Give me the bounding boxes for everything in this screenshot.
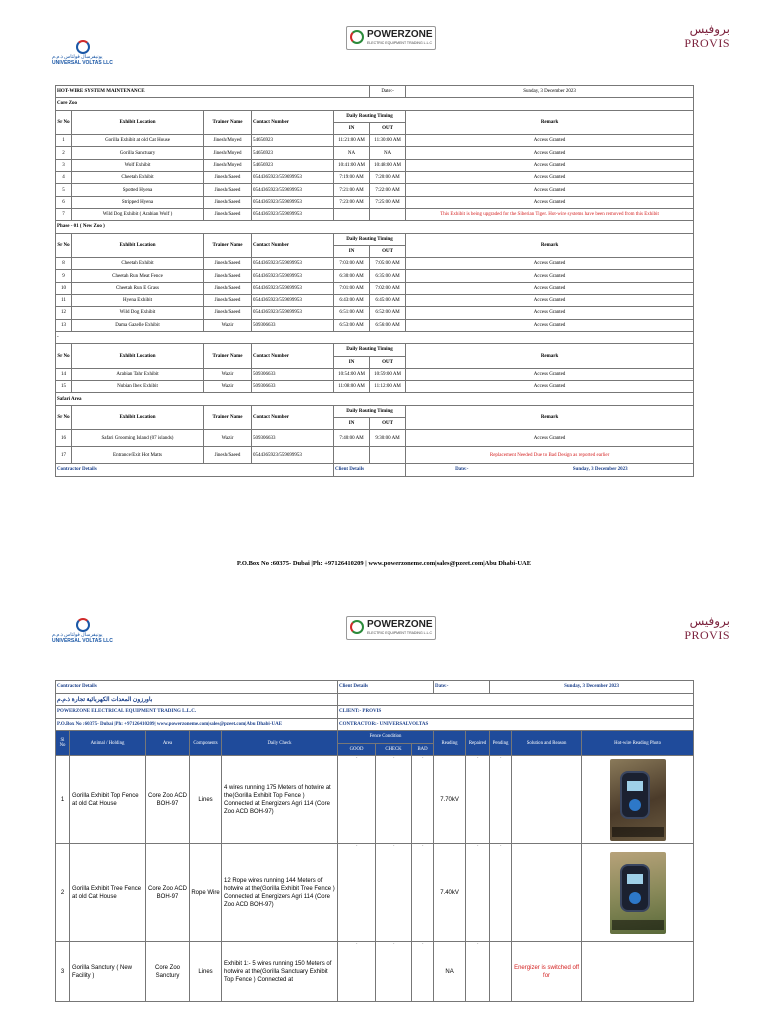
in-time-cell: 6:53:00 AM [334, 319, 370, 331]
sr-cell: 12 [56, 307, 72, 319]
contact-cell: 509306633 [252, 430, 334, 447]
trainer-cell: Jinesh/Moyed [204, 159, 252, 171]
contractor-line: CONTRACTOR:- UNIVERSALVOLTAS [338, 718, 694, 731]
contact-cell: 0544365923/559699953 [252, 258, 334, 270]
client-details-label: Client Details [334, 464, 406, 476]
out-time-cell [370, 447, 406, 464]
location-cell: Gorilla Sanctuary [72, 147, 204, 159]
out-time-cell: 6:45:00 AM [370, 295, 406, 307]
blank-cell [338, 693, 694, 706]
header-row [56, 405, 694, 417]
photo-cell [582, 756, 694, 844]
trainer-cell: Jinesh/Saeed [204, 172, 252, 184]
remark-cell: Access Granted [406, 282, 694, 294]
powerzone-name: POWERZONE [367, 619, 433, 630]
in-time-cell [334, 447, 370, 464]
out-time-cell: 7:05:00 AM [370, 258, 406, 270]
remark-cell: Access Granted [406, 172, 694, 184]
out-time-cell: 7:20:00 AM [370, 172, 406, 184]
sr-cell: 13 [56, 319, 72, 331]
sr-cell: 3 [56, 159, 72, 171]
location-cell: Wild Dog Exhibit [72, 307, 204, 319]
header-location: Exhibit Location [72, 405, 204, 430]
device-screen [627, 874, 643, 884]
provis-logo [680, 22, 730, 52]
contact-cell: 54656923 [252, 147, 334, 159]
provis-logo-2 [680, 614, 730, 644]
photo-caption-overlay [612, 827, 664, 837]
contact-cell: 509306633 [252, 368, 334, 380]
trainer-cell: Jinesh/Moyed [204, 147, 252, 159]
photo-cell [582, 942, 694, 1002]
remark-cell: Access Granted [406, 381, 694, 393]
contact-cell: 54656923 [252, 135, 334, 147]
contractor-details-label: Contractor Details [56, 464, 334, 476]
header-location: Exhibit Location [72, 110, 204, 135]
remark-cell: Replacement Needed Due to Bad Design as reported earlier [406, 447, 694, 464]
sl-cell: 3 [56, 942, 70, 1002]
trainer-cell: Wazir [204, 430, 252, 447]
header-repaired: Repaired [466, 731, 490, 756]
header-location: Exhibit Location [72, 344, 204, 369]
table-row [56, 270, 694, 282]
fence-check-cell: " [376, 756, 412, 844]
contact-cell: 0544365923/559699953 [252, 172, 334, 184]
out-time-cell: 11:30:00 AM [370, 135, 406, 147]
location-cell: Dama Gazelle Exhibit [72, 319, 204, 331]
date-label: Date:- [455, 467, 469, 473]
contact-cell: 0544365923/559699953 [252, 184, 334, 196]
repaired-cell: " [466, 844, 490, 942]
pending-cell [490, 942, 512, 1002]
header-out: OUT [370, 418, 406, 430]
remark-cell: Access Granted [406, 159, 694, 171]
header-good: GOOD [338, 743, 376, 756]
header-sr: Sr No [56, 233, 72, 258]
area-cell: Core Zoo ACD BOH-97 [146, 756, 190, 844]
out-time-cell: 9:30:00 AM [370, 430, 406, 447]
section-row [56, 331, 694, 343]
table-row [56, 208, 694, 220]
out-time-cell: 10:48:00 AM [370, 159, 406, 171]
remark-cell: Access Granted [406, 307, 694, 319]
header-out: OUT [370, 245, 406, 257]
date-cell [406, 464, 694, 476]
location-cell: Hyena Exhibit [72, 295, 204, 307]
header-in: IN [334, 245, 370, 257]
client-line: CLIENT:- PROVIS [338, 706, 694, 719]
solution-cell: Energizer is switched off for [512, 942, 582, 1002]
location-cell: Cheetah Exhibit [72, 258, 204, 270]
header-row [56, 233, 694, 245]
header-reading: Reading [434, 731, 466, 756]
header-row [56, 344, 694, 356]
header-components: Components [190, 731, 222, 756]
header-in: IN [334, 122, 370, 134]
header-remark: Remark [406, 344, 694, 369]
header-in: IN [334, 418, 370, 430]
hotwire-maintenance-table [55, 85, 694, 477]
header-trainer: Trainer Name [204, 233, 252, 258]
fence-good-cell: " [338, 756, 376, 844]
trainer-cell: Jinesh/Saeed [204, 295, 252, 307]
remark-cell: Access Granted [406, 258, 694, 270]
header-out: OUT [370, 122, 406, 134]
universal-voltas-logo [52, 40, 112, 70]
component-cell: Lines [190, 942, 222, 1002]
powerzone-subtitle: ELECTRIC EQUIPMENT TRADING L.L.C [367, 631, 433, 635]
table-row [56, 430, 694, 447]
provis-english-text: PROVIS [684, 628, 730, 642]
header-remark: Remark [406, 405, 694, 430]
sr-cell: 17 [56, 447, 72, 464]
header-row [56, 110, 694, 122]
contact-cell: 0544365923/559699953 [252, 208, 334, 220]
remark-cell: Access Granted [406, 368, 694, 380]
header-fence-condition: Fence Condition [338, 731, 434, 744]
hotwire-reading-photo [610, 759, 666, 841]
out-time-cell: 7:22:00 AM [370, 184, 406, 196]
contractor-details-label: Contractor Details [56, 681, 338, 694]
header-contact: Contact Number [252, 344, 334, 369]
table-row [56, 942, 694, 1002]
header-timing: Daily Routing Timing [334, 344, 406, 356]
out-time-cell: 7:25:00 AM [370, 196, 406, 208]
section-row [56, 221, 694, 233]
photo-cell [582, 844, 694, 942]
sr-cell: 14 [56, 368, 72, 380]
header-check: CHECK [376, 743, 412, 756]
fence-check-cell: " [376, 942, 412, 1002]
in-time-cell: 6:43:00 AM [334, 295, 370, 307]
table-row [56, 756, 694, 844]
solution-cell [512, 756, 582, 844]
photo-caption-overlay [612, 920, 664, 930]
remark-cell: Access Granted [406, 319, 694, 331]
out-time-cell: 10:59:00 AM [370, 368, 406, 380]
sr-cell: 6 [56, 196, 72, 208]
sheet-title: HOT-WIRE SYSTEM MAINTENANCE [56, 86, 370, 98]
section-row [56, 393, 694, 405]
header-animal: Animal / Holding [70, 731, 146, 756]
in-time-cell: 11:08:00 AM [334, 381, 370, 393]
location-cell: Wild Dog Exhibit ( Arabian Wolf ) [72, 208, 204, 220]
reading-cell: NA [434, 942, 466, 1002]
section-name: Phase - 01 ( New Zoo ) [56, 221, 694, 233]
in-time-cell: 7:40:00 AM [334, 430, 370, 447]
contact-cell: 0544365923/559699953 [252, 196, 334, 208]
fence-bad-cell: " [412, 756, 434, 844]
remark-cell: Access Granted [406, 135, 694, 147]
trainer-cell: Jinesh/Saeed [204, 447, 252, 464]
daily-check-cell: 12 Rope wires running 144 Meters of hotwire at the(Gorilla Exhibit Tree Fence ) Connected at Energizers Agri 114 (Core Zoo ACD BOH-97) [222, 844, 338, 942]
powerzone-name: POWERZONE [367, 29, 433, 40]
hotwire-reading-photo [610, 852, 666, 934]
universal-voltas-logo-icon [76, 40, 90, 54]
trainer-cell: Jinesh/Saeed [204, 307, 252, 319]
trainer-cell: Jinesh/Moyed [204, 135, 252, 147]
universal-voltas-logo-2 [52, 618, 112, 648]
contact-cell: 0544365923/559699953 [252, 282, 334, 294]
header-trainer: Trainer Name [204, 110, 252, 135]
area-cell: Core Zoo ACD BOH-97 [146, 844, 190, 942]
table-row [56, 282, 694, 294]
device-button [629, 799, 641, 811]
location-cell: Nubian Ibex Exhibit [72, 381, 204, 393]
out-time-cell: NA [370, 147, 406, 159]
location-cell: Wolf Exhibit [72, 159, 204, 171]
company-footer: P.O.Box No :60375- Dubai |Ph: +97126410209 | www.powerzoneme.com|sales@pzeet.com|Abu Dhabi-UAE [236, 560, 532, 567]
table-row [56, 258, 694, 270]
location-cell: Stripped Hyena [72, 196, 204, 208]
section-name: - [56, 331, 694, 343]
remark-cell: Access Granted [406, 184, 694, 196]
trainer-cell: Jinesh/Saeed [204, 208, 252, 220]
remark-cell: Access Granted [406, 295, 694, 307]
header-sr: Sr No [56, 405, 72, 430]
header-sr: Sr No [56, 344, 72, 369]
table-row [56, 844, 694, 942]
date-value: Sunday, 3 December 2023 [490, 681, 694, 694]
trainer-cell: Wazir [204, 381, 252, 393]
remark-cell: This Exhibit is being upgraded for the Siberian Tiger. Hot-wire systems have been removed from this Exhibit [406, 208, 694, 220]
component-cell: Rope Wire [190, 844, 222, 942]
contact-cell: 0544365923/559699953 [252, 307, 334, 319]
fence-good-cell: " [338, 844, 376, 942]
device-screen [627, 781, 643, 791]
powerzone-logo [346, 26, 436, 50]
location-cell: Entrance/Exit Hot Matts [72, 447, 204, 464]
in-time-cell: 6:30:00 AM [334, 270, 370, 282]
contact-cell: 509306633 [252, 319, 334, 331]
trainer-cell: Jinesh/Saeed [204, 282, 252, 294]
date-label: Date:- [434, 681, 490, 694]
date-value: Sunday, 3 December 2023 [572, 467, 628, 473]
in-time-cell: 11:21:00 AM [334, 135, 370, 147]
header-location: Exhibit Location [72, 233, 204, 258]
table-row [56, 184, 694, 196]
provis-arabic-text: بروفيس [689, 22, 730, 36]
universal-arabic-text: يونيفرسال فولتاس ذ.م.م [52, 55, 103, 60]
title-row [56, 86, 694, 98]
in-time-cell: 7:19:00 AM [334, 172, 370, 184]
header-timing: Daily Routing Timing [334, 110, 406, 122]
header-out: OUT [370, 356, 406, 368]
universal-english-text: UNIVERSAL VOLTAS LLC [52, 638, 113, 644]
universal-voltas-logo-icon [76, 618, 90, 632]
sl-cell: 1 [56, 756, 70, 844]
animal-cell: Gorilla Exhibit Top Fence at old Cat House [70, 756, 146, 844]
fence-check-cell: " [376, 844, 412, 942]
sr-cell: 16 [56, 430, 72, 447]
header-contact: Contact Number [252, 110, 334, 135]
animal-cell: Gorilla Exhibit Tree Fence at old Cat House [70, 844, 146, 942]
company-english-name: POWERZONE ELECTRICAL EQUIPMENT TRADING L.L.C. [56, 706, 338, 719]
in-time-cell: 10:41:00 AM [334, 159, 370, 171]
header-remark: Remark [406, 110, 694, 135]
contact-cell: 0544365923/559699953 [252, 447, 334, 464]
remark-cell: Access Granted [406, 196, 694, 208]
table-row [56, 135, 694, 147]
fence-tester-device-icon [620, 771, 650, 819]
out-time-cell: 7:02:00 AM [370, 282, 406, 294]
in-time-cell [334, 208, 370, 220]
company-address: P.O.Box No :60375- Dubai |Ph: +97126410209| www.powerzoneme.com|sales@pzeet.com|Abu Dhabi-UAE [56, 718, 338, 731]
out-time-cell [370, 208, 406, 220]
pending-cell: " [490, 756, 512, 844]
header-solution: Solution and Reason [512, 731, 582, 756]
header-sl: Sl No [56, 731, 70, 756]
powerzone-logo-icon [350, 620, 364, 634]
sr-cell: 2 [56, 147, 72, 159]
location-cell: Safari Grooming Island (07 islands) [72, 430, 204, 447]
fence-tester-device-icon [620, 864, 650, 912]
location-cell: Cheetah Run Meat Fence [72, 270, 204, 282]
device-button [629, 892, 641, 904]
header-photo: Hot-wire Reading Photo [582, 731, 694, 756]
powerzone-logo-icon [350, 30, 364, 44]
location-cell: Cheetah Exhibit [72, 172, 204, 184]
table-row [56, 381, 694, 393]
powerzone-logo-2 [346, 616, 436, 640]
table-row [56, 295, 694, 307]
in-time-cell: 7:03:00 AM [334, 258, 370, 270]
fence-bad-cell: " [412, 942, 434, 1002]
sl-cell: 2 [56, 844, 70, 942]
provis-english-text: PROVIS [684, 36, 730, 50]
sr-cell: 11 [56, 295, 72, 307]
header-pending: Pending [490, 731, 512, 756]
location-cell: Cheetah Run E Grass [72, 282, 204, 294]
in-time-cell: 7:01:00 AM [334, 282, 370, 294]
table-row [56, 319, 694, 331]
table-row [56, 368, 694, 380]
header-timing: Daily Routing Timing [334, 405, 406, 417]
section-name: Core Zoo [56, 98, 694, 110]
table-row [56, 307, 694, 319]
table-row [56, 196, 694, 208]
in-time-cell: 10:54:00 AM [334, 368, 370, 380]
fence-bad-cell: " [412, 844, 434, 942]
sr-cell: 4 [56, 172, 72, 184]
contact-cell: 0544365923/559699953 [252, 295, 334, 307]
daily-check-table [55, 680, 694, 1002]
remark-cell: Access Granted [406, 270, 694, 282]
provis-arabic-text: بروفيس [689, 614, 730, 628]
in-time-cell: 7:23:00 AM [334, 196, 370, 208]
date-label: Date:- [370, 86, 406, 98]
sr-cell: 1 [56, 135, 72, 147]
table-row [56, 172, 694, 184]
remark-cell: Access Granted [406, 430, 694, 447]
out-time-cell: 6:56:00 AM [370, 319, 406, 331]
table-row [56, 159, 694, 171]
universal-english-text: UNIVERSAL VOLTAS LLC [52, 60, 113, 66]
sr-cell: 15 [56, 381, 72, 393]
client-details-label: Client Details [338, 681, 434, 694]
header-remark: Remark [406, 233, 694, 258]
pending-cell: " [490, 844, 512, 942]
sr-cell: 10 [56, 282, 72, 294]
reading-cell: 7.40kV [434, 844, 466, 942]
header-daily-check: Daily Check [222, 731, 338, 756]
sr-cell: 9 [56, 270, 72, 282]
sr-cell: 8 [56, 258, 72, 270]
contact-cell: 0544365923/559699953 [252, 270, 334, 282]
solution-cell [512, 844, 582, 942]
powerzone-subtitle: ELECTRIC EQUIPMENT TRADING L.L.C [367, 41, 433, 45]
repaired-cell: " [466, 942, 490, 1002]
trainer-cell: Jinesh/Saeed [204, 258, 252, 270]
daily-check-cell: 4 wires running 175 Meters of hotwire at the(Gorilla Exhibit Top Fence ) Connected at Energizers Agri 114 (Core Zoo ACD BOH-97) [222, 756, 338, 844]
header-area: Area [146, 731, 190, 756]
out-time-cell: 6:35:00 AM [370, 270, 406, 282]
repaired-cell: " [466, 756, 490, 844]
fence-good-cell: " [338, 942, 376, 1002]
header-in: IN [334, 356, 370, 368]
in-time-cell: 7:21:00 AM [334, 184, 370, 196]
trainer-cell: Jinesh/Saeed [204, 196, 252, 208]
daily-check-cell: Exhibit 1:- 5 wires running 150 Meters of hotwire at the(Gorilla Sanctuary Exhibit Top Fence ) Connected at [222, 942, 338, 1002]
out-time-cell: 11:12:00 AM [370, 381, 406, 393]
header-bad: BAD [412, 743, 434, 756]
bottom-row [56, 464, 694, 476]
trainer-cell: Wazir [204, 319, 252, 331]
sr-cell: 7 [56, 208, 72, 220]
in-time-cell: 6:51:00 AM [334, 307, 370, 319]
header-contact: Contact Number [252, 233, 334, 258]
out-time-cell: 6:52:00 AM [370, 307, 406, 319]
table-row [56, 447, 694, 464]
location-cell: Spotted Hyena [72, 184, 204, 196]
sr-cell: 5 [56, 184, 72, 196]
header-trainer: Trainer Name [204, 344, 252, 369]
component-cell: Lines [190, 756, 222, 844]
location-cell: Arabian Tahr Exhibit [72, 368, 204, 380]
animal-cell: Gorilla Sanctury ( New Facility ) [70, 942, 146, 1002]
date-value: Sunday, 3 December 2023 [406, 86, 694, 98]
remark-cell: Access Granted [406, 147, 694, 159]
in-time-cell: NA [334, 147, 370, 159]
header-trainer: Trainer Name [204, 405, 252, 430]
header-contact: Contact Number [252, 405, 334, 430]
area-cell: Core Zoo Sanctury [146, 942, 190, 1002]
trainer-cell: Wazir [204, 368, 252, 380]
trainer-cell: Jinesh/Saeed [204, 270, 252, 282]
trainer-cell: Jinesh/Saeed [204, 184, 252, 196]
header-sr: Sr No [56, 110, 72, 135]
contact-cell: 54656923 [252, 159, 334, 171]
reading-cell: 7.70kV [434, 756, 466, 844]
header-timing: Daily Routing Timing [334, 233, 406, 245]
section-row [56, 98, 694, 110]
table-row [56, 147, 694, 159]
section-name: Safari Area [56, 393, 694, 405]
contact-cell: 509306633 [252, 381, 334, 393]
company-arabic-name: باورزون المعدات الكهربائية تجارة ذ.م.م [56, 693, 338, 706]
universal-arabic-text: يونيفرسال فولتاس ذ.م.م [52, 633, 103, 638]
location-cell: Gorilla Exhibit at old Cat House [72, 135, 204, 147]
